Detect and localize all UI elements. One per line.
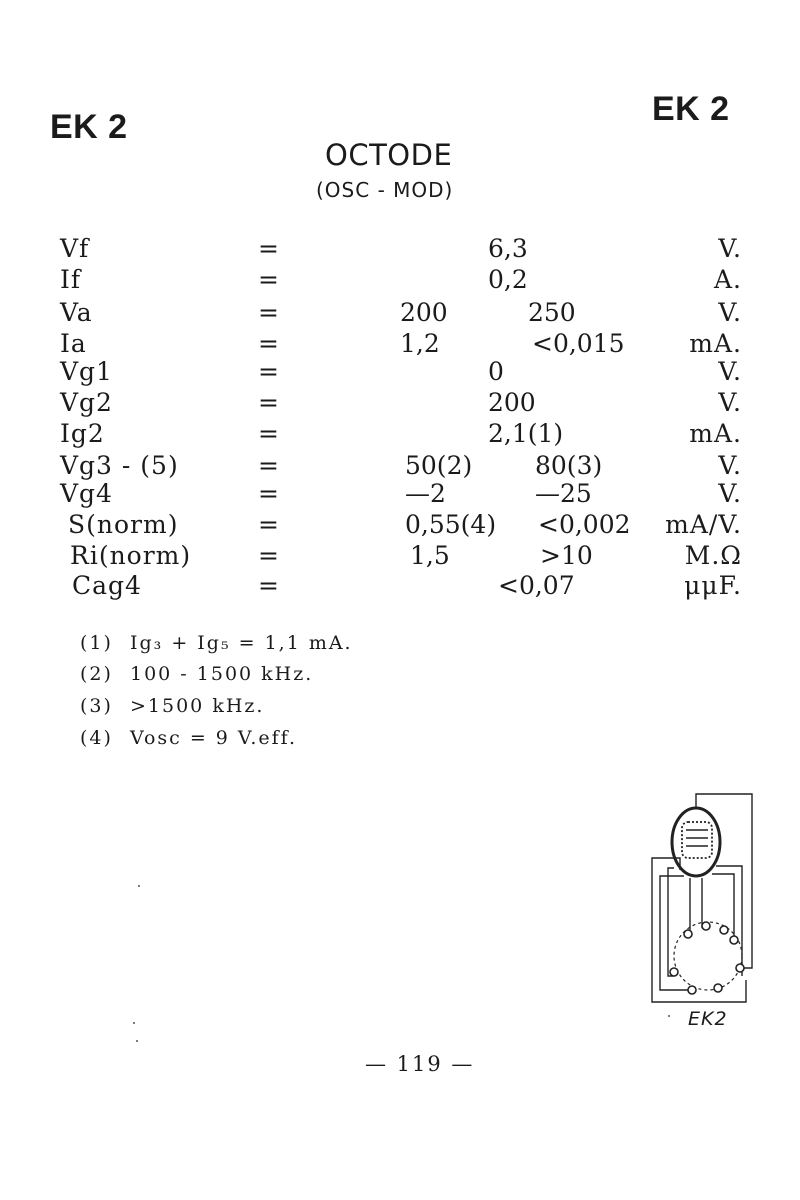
spec-param: Ri(norm) [70,541,192,570]
spec-param: Va [60,298,93,327]
spec-equals: = [258,510,279,539]
speck [668,1015,670,1017]
footnote-number: (2) [80,663,113,685]
electrode-stack [682,822,712,858]
footnote-item [80,663,313,685]
spec-value-2: 250 [528,298,576,327]
spec-value-1: —2 [405,479,446,508]
spec-unit: A. [713,265,742,294]
spec-row [0,233,800,265]
spec-unit: V. [718,357,742,386]
spec-unit: M.Ω [684,541,742,570]
tube-base-diagram [630,780,770,1020]
spec-value-2: <0,015 [532,329,625,358]
spec-value-1: 1,5 [410,541,450,570]
spec-value-1: 0,55(4) [405,510,497,539]
page-number: — 119 — [365,1052,475,1076]
spec-value-2: 80(3) [535,451,603,480]
spec-value-2: >10 [540,541,593,570]
spec-param: Cag4 [72,571,142,600]
speck [133,1022,135,1024]
spec-value-2: 200 [488,388,536,417]
spec-row [0,297,800,329]
footnote-item [80,695,264,717]
tube-type-label-right: EK 2 [652,90,730,128]
spec-equals: = [258,388,279,417]
spec-row [0,509,800,541]
footnote-number: (3) [80,695,113,717]
spec-equals: = [258,451,279,480]
spec-param: Vf [60,234,90,263]
spec-param: S(norm) [68,510,179,539]
spec-unit: V. [718,451,742,480]
spec-row [0,264,800,296]
footnote-text: 100 - 1500 kHz. [130,663,314,685]
spec-row [0,570,800,602]
spec-row [0,387,800,419]
spec-value-1: 200 [400,298,448,327]
spec-unit: V. [718,479,742,508]
spec-value-2: 0,2 [488,265,528,294]
footnote-text: Vosc = 9 V.eff. [130,727,298,749]
spec-equals: = [258,541,279,570]
spec-equals: = [258,571,279,600]
footnote-text: >1500 kHz. [130,695,265,717]
spec-equals: = [258,419,279,448]
spec-value-2: 2,1(1) [488,419,564,448]
speck [136,1040,138,1042]
spec-param: If [60,265,82,294]
spec-value-2: —25 [535,479,592,508]
spec-row [0,540,800,572]
spec-equals: = [258,479,279,508]
tube-type-label-left: EK 2 [50,108,128,146]
spec-equals: = [258,234,279,263]
spec-unit: μμF. [684,571,742,600]
spec-param: Vg1 [60,357,113,386]
spec-param: Ia [60,329,87,358]
spec-equals: = [258,357,279,386]
spec-row [0,418,800,450]
footnote-item [80,632,353,654]
spec-equals: = [258,265,279,294]
footnote-item [80,727,297,749]
spec-value-1: 1,2 [400,329,440,358]
spec-equals: = [258,298,279,327]
spec-unit: mA. [689,419,742,448]
spec-value-2: 6,3 [488,234,528,263]
spec-param: Vg3 - (5) [60,451,179,480]
speck [138,885,140,887]
spec-value-2: <0,002 [538,510,631,539]
footnote-text: Ig₃ + Ig₅ = 1,1 mA. [130,632,353,654]
spec-unit: mA/V. [665,510,742,539]
spec-unit: mA. [689,329,742,358]
spec-row [0,478,800,510]
spec-value-2: <0,07 [498,571,575,600]
spec-param: Vg4 [60,479,113,508]
spec-param: Ig2 [60,419,105,448]
spec-row [0,356,800,388]
page-title: OCTODE [325,138,453,172]
diagram-label: EK2 [688,1008,728,1030]
page-subtitle: (OSC - MOD) [316,178,454,202]
footnote-number: (1) [80,632,113,654]
footnote-number: (4) [80,727,113,749]
spec-unit: V. [718,298,742,327]
spec-unit: V. [718,234,742,263]
spec-unit: V. [718,388,742,417]
spec-equals: = [258,329,279,358]
spec-value-2: 0 [488,357,504,386]
spec-param: Vg2 [60,388,113,417]
spec-value-1: 50(2) [405,451,473,480]
